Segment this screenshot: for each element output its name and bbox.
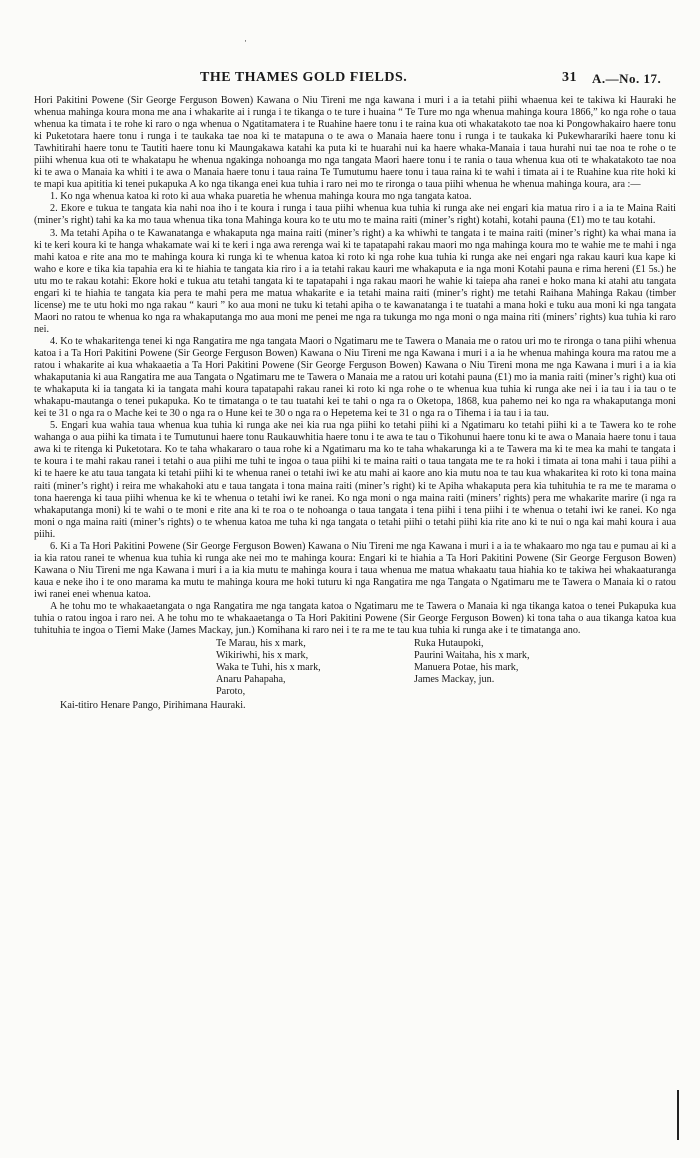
paragraph-clause-4: 4. Ko te whakaritenga tenei ki nga Rangatira me nga tangata Maori o Ngatimaru me te Tawera o Manaia me o ratou uri mo te rironga o tana piihi whenua katoa i a Ta Hori Pakitini Powene (Sir George Ferguson Bowen) Kawana o Niu Tireni me nga Kawana i muri i a ia he whenua mahinga koura ma ratou me a ratou i whakarite ai kua whakaaetia a Ta Hori Pakitini Powene (Sir George Ferguson Bowen) Kawana o Niu Tireni mona me nga Kawana i muri i a ia kia whakaputania ki aua Rangatira me aua Tangata o Ngatimaru me te Tawera o Manaia me a ratou uri kotahi pauna (£1) mo ia mania raiti (miner’s right) kua oti te whakaputa ki ia tangata ki ia tangata mahi koura tapatapahi rakau ranei ki roto ki nga rohe o te whenua kua tuhia ki runga ake nei i ia tau i ia tau o te whakapu-mautanga o tenei pukapuka. Ko te timatanga o te tau tuatahi kei te tahi o nga ra o Oketopa, 1868, kua pahemo nei ko nga ra whakaputanga moni kei te 31 o nga ra o Mache kei te 30 o nga ra o Hune kei te 30 o nga ra o Hepetema kei te 31 o nga ra o Tihema i ia tau i ia tau.	[34, 335, 676, 420]
paragraph-clause-2: 2. Ekore e tukua te tangata kia nahi noa iho i te koura i runga i taua piihi whenua kua tuhia ki runga ake nei engari kia matua riro i a ia te Maina Raiti (miner’s right) tahi ka ka mo taua whenua tika tona Mahinga koura ko te utu mo te maina raiti (miner’s right) kotahi, kotahi pauna (£1) mo te tau kotahi.	[34, 203, 676, 227]
signatory: Wikiriwhi, his x mark,	[216, 650, 309, 662]
signatures-block	[34, 638, 676, 712]
paragraph-attestation: A he tohu mo te whakaaetangata o nga Rangatira me nga tangata katoa o Ngatimaru me te Tawera o Manaia ki nga tikanga katoa o tenei Pukapuka kua tuhia o ratou ingoa i raro nei. A he tohu mo te whakaaetanga o Ta Hori Pakitini Powene (Sir George Ferguson Bowen) ki tona taha o aua tikanga katoa kua tuhituhia te ingoa o Tiemi Make (James Mackay, jun.) Komihana ki raro nei i te ra me te tau kua tuhia ki runga ake i te timatanga ano.	[34, 600, 676, 637]
paragraph-clause-5: 5. Engari kua wahia taua whenua kua tuhia ki runga ake nei kia rua nga piihi ko tetahi piihi ki a Ngatimaru ko tetahi piihi ki a te Tawera ko te rohe wahanga o aua piihi ka timata i te Tumutunui haere tonu Raukauwhitia haere tonu i te awa te tau o Tikohunui haere tonu ki te awa o Manaia haere tonu i taua awa ki te ritenga ki Puketotara. Ko te taha whakararo o taua rohe ki a Ngatimaru ma ko te taha whakarunga ki a te Tawera ma ki te mea ka mahi te tangata i te koura i te mahi rakau ranei i tetahi o aua piihi me tuhi te ingoa o taua piihi ki te maina raiti o taua tangata me te ra hoki i timata ai tona mahi i taua piihi a ki te haere ke atu taua tangata ki tetahi piihi ki te whenua ranei o tetahi iwi ke atu mahi ai kaore ano kia mutu noa te tau kua whakaritea ki roto ki tona maina raiti (miner’s right) i reira me whakahoki atu e taua tangata i tona maina raiti (miner’s right) ki te Apiha whakaputa pera kia tuhituhia te ra me te marama o tona haerenga ki taua piihi whenua ke ki te whenua o tetahi iwi ke ranei. Ko nga moni o nga maina raiti (miners’ rights) pera me whakarite marire (i nga ra whakaputanga moni) ki te wahi o te moni e rite ana ki te roa o te nohoanga o taua tangata i tena piihi i tena piihi i te whenua o tetahi iwi ke ranei. Ko nga moni o nga maina raiti (miner’s rights) o te whenua katoa me tuha ki nga tangata o tetahi piihi o tetahi piihi kia rite ano ki te nui o nga kai mahi koura i aua piihi.	[34, 420, 676, 540]
signatory: James Mackay, jun.	[414, 674, 495, 686]
paragraph-preamble: Hori Pakitini Powene (Sir George Ferguson Bowen) Kawana o Niu Tireni me nga kawana i muri i a ia tetahi piihi whaenua kei te takiwa ki Hauraki he whenua mahinga koura mona me ana i whakarite ai i runga i te tikanga o te ture i huaina “ Te Ture mo nga whenua mahinga koura 1866,” ko nga rohe o taua whenua ka timata i te rohe ki raro o nga whenua o Ngatitamatera i te Ruahine haere tonu i te raina kua oti whakatakoto tae noa ki Pongowhakairo haere tonu ki Puketotara haere tonu i runga i te taukaka tae noa ki te matapuna o te awa o Manaia haere tonu i runga i te taukaka ki Pukewhararíki haere tonu ki Tawhitirahi haere tonu te Tautiti haere tonu ki Maungakawa katahi ka puta ki te huarahi nui ka haere whaka-Manaia i taua hurahi nui tae noa te rohe o te piihi whenua kua oti te whakatapu he whenua ngakinga nohoanga mo nga tangata Maori haere tonu i te rania o taua whenua kua oti te whakatakoto tae noa ki te awa o Manaia ka whiti i te awa o Manaia haere tonu i taua raina Te Tumutumu haere tonu i taua raina ki te wahi i timata ai i te Ruahine kua rite hoki ki te mapi kua apititia ki tenei pukapuka A ko nga tikanga enei kua tuhia i raro nei mo te rironga o taua piihi whenua he whenua mahinga koura, ara :—	[34, 95, 676, 191]
signatory: Ruka Hutaupoki,	[414, 638, 484, 650]
signatory: Waka te Tuhi, his x mark,	[216, 662, 321, 674]
document-body	[34, 95, 676, 712]
signatory: Paroto,	[216, 686, 246, 698]
signatory: Paurini Waitaha, his x mark,	[414, 650, 530, 662]
paragraph-clause-6: 6. Ki a Ta Hori Pakitini Powene (Sir George Ferguson Bowen) Kawana o Niu Tireni me nga Kawana i muri i a ia te whakaaro mo nga tau e pumau ai ki a ia kia ratou ranei te whenua kua tuhia ki runga ake nei mo te mahinga koura: Engari ki te hiahia a Ta Hori Pakitini Powene (Sir George Ferguson Bowen) Kawana o Niu Tireni me nga Kawana i muri i a ia kia mutu te mahinga koura i taua whenua me matua whakaatu taua hiahia ko te takiwa hei whakaaturanga kaua e neke iho i te ono marama ka mutu te mahinga koura me hoki tuturu ki nga Rangatira me nga Tangata o Ngatimaru me te Tawera o Manaia ki o ratou iwi ranei enei whenua katoa.	[34, 540, 676, 600]
running-title: THE THAMES GOLD FIELDS.	[200, 70, 408, 85]
signatory: Manuera Potae, his mark,	[414, 662, 519, 674]
signatory: Te Marau, his x mark,	[216, 638, 306, 650]
page-number: 31	[562, 70, 577, 85]
signatory: Anaru Pahapaha,	[216, 674, 286, 686]
document-reference: A.—No. 17.	[592, 71, 662, 86]
page-header	[34, 70, 676, 90]
document-page	[34, 0, 676, 1158]
witness-line: Kai-titiro Henare Pango, Pirihimana Hauraki.	[60, 700, 246, 712]
signatories-left	[216, 638, 321, 698]
paragraph-clause-3: 3. Ma tetahi Apiha o te Kawanatanga e whakaputa nga maina raiti (miner’s right) a ka whiwhi te tangata i te maina raiti (miner’s right) ka whai mana ia ki te keri koura ki te hanga whakamate wai ki te keri i nga awa rerenga wai ki te tapatapahi rakau maori mo nga mahinga koura mo te wahie me te mahi i nga mahi katoa e rite ana mo te mahinga koura ki runga ki te whenua katoa ki roto ki nga rohe kua tuhia ki runga ake nei engari nga rakau kauri kua kape ki waho e kore e tika kia tapahia era ki te hiahia te tangata kia riro i a ia tetahi rakau kauri me whakaputa e ia nga moni Kotahi pauna e rima hereni (£1 5s.) he utu mo te rakau kotahi: Ekore hoki e tukua atu tetahi tangata ki te tapatapahi i nga rakau maori he wahie ki taiepa aha ranei e hoko mana ki atahi atu tangata engari ki te hiahia te tangata kia pera te mahi pera me matua whakarite e ia tetahi maina raiti (miner’s right) me tetahi Raihana Mahinga Rakau (timber license) me te utu hoki mo nga rakau “ kauri ” ko aua moni ne tuku ki tetahi apiha o te kawanatanga i te tuatahi a mana hoki e tuku aua moni ki nga tangata Maori no ratou te whenua ko nga ra whakaputanga mo aua moni me penei me nga ra tukunga mo nga moni o nga maina riti (miners’ rights) kua tuhia ki raro nei.	[34, 227, 676, 335]
signatories-right	[414, 638, 530, 686]
stray-mark: ·	[244, 36, 247, 46]
paragraph-clause-1: 1. Ko nga whenua katoa ki roto ki aua whaka puaretia he whenua mahinga koura mo nga tangata katoa.	[50, 191, 472, 203]
margin-rule	[677, 1090, 679, 1140]
